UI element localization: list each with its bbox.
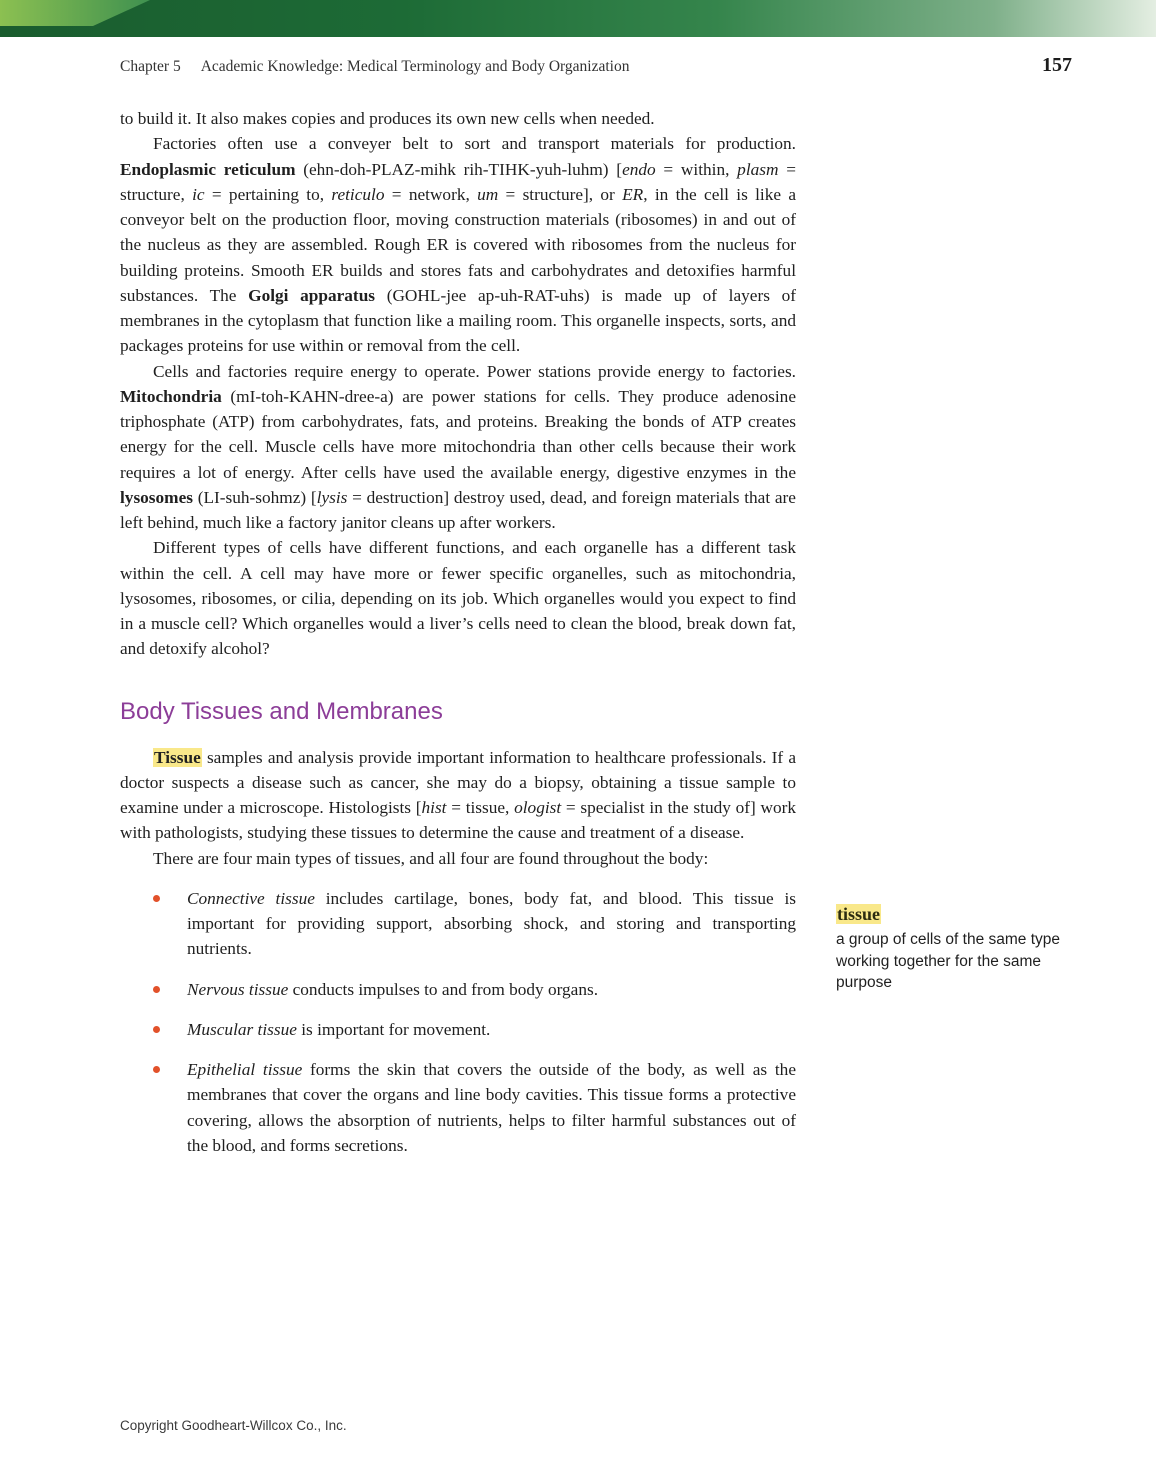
text-run: samples and analysis provide important information to healthcare professionals. If a doctor suspects a disease such as cancer, she may do a biopsy, obtaining a tissue sample to examine under a microscope. Histologists [ bbox=[120, 747, 796, 818]
text-run: , in the cell is like a conveyor belt on the production floor, moving construction materials (ribosomes) in and out of the nucleus as they are assembled. Rough ER is covered with ribosomes from the nucleus for building proteins. Smooth ER builds and stores fats and carbohydrates and detoxifies harmful substances. The bbox=[120, 184, 797, 305]
text-run: conducts impulses to and from body organs. bbox=[288, 979, 599, 999]
copyright-notice: Copyright Goodheart-Willcox Co., Inc. bbox=[120, 1418, 347, 1433]
list-item-text bbox=[187, 977, 796, 1002]
text-run: reticulo bbox=[331, 184, 385, 204]
page-header bbox=[120, 54, 1072, 77]
text-run: endo bbox=[622, 159, 656, 179]
list-item-text bbox=[187, 886, 796, 962]
main-text-column bbox=[120, 106, 796, 1173]
top-banner bbox=[0, 0, 1156, 37]
list-item-text bbox=[187, 1017, 796, 1042]
running-head bbox=[120, 58, 630, 76]
text-run: forms the skin that covers the outside of the body, as well as the membranes that cover the organs and line body cavities. This tissue forms a protective covering, allows the absorption of nutrients, helps to filter harmful substances out of the blood, and forms secretions. bbox=[187, 1060, 796, 1155]
text-run: is important for movement. bbox=[296, 1019, 491, 1039]
list-item bbox=[120, 977, 796, 1002]
bullet-icon bbox=[153, 1026, 160, 1033]
text-run: Tissue bbox=[154, 747, 201, 767]
text-run: includes cartilage, bones, body fat, and blood. This tissue is important for providing support, absorbing shock, and storing and transporting nutrients. bbox=[187, 888, 796, 959]
text-run: ER bbox=[622, 184, 644, 204]
page-number: 157 bbox=[1042, 54, 1072, 76]
text-run: = specialist in the study of] work with pathologists, studying these tissues to determine the cause and treatment of a disease. bbox=[120, 798, 796, 843]
text-run: hist bbox=[421, 798, 447, 818]
text-run: = structure, bbox=[120, 159, 796, 204]
list-item bbox=[120, 886, 796, 962]
text-run: Factories often use a conveyer belt to sort and transport materials for production. bbox=[153, 134, 796, 154]
text-run: plasm bbox=[737, 159, 779, 179]
paragraph bbox=[120, 846, 796, 871]
text-run: um bbox=[477, 184, 499, 204]
list-item-text bbox=[187, 1057, 796, 1158]
text-run: ic bbox=[192, 184, 205, 204]
text-run: Epithelial tissue bbox=[187, 1060, 303, 1080]
text-run: Endoplasmic reticulum bbox=[120, 159, 296, 179]
text-run: (LI-suh-sohmz) [ bbox=[192, 487, 317, 507]
text-run: lysosomes bbox=[120, 487, 193, 507]
chapter-title: Academic Knowledge: Medical Terminology and Body Organization bbox=[200, 58, 630, 75]
list-item bbox=[120, 1057, 796, 1158]
text-run: lysis bbox=[316, 487, 348, 507]
bullet-icon bbox=[153, 895, 160, 902]
text-run: = structure], or bbox=[498, 184, 623, 204]
text-run: Connective tissue bbox=[187, 888, 315, 908]
section-cell-organelles bbox=[120, 106, 796, 662]
bullet-icon bbox=[153, 986, 160, 993]
text-run: There are four main types of tissues, and all four are found throughout the body: bbox=[153, 848, 709, 868]
text-run: (GOHL-jee ap-uh-RAT-uhs) is made up of layers of membranes in the cytoplasm that function like a mailing room. This organelle inspects, sorts, and packages proteins for use within or removal from the cell. bbox=[120, 285, 796, 356]
text-run: = network, bbox=[384, 184, 478, 204]
section-heading: Body Tissues and Membranes bbox=[120, 697, 443, 725]
text-run: = within, bbox=[655, 159, 738, 179]
paragraph bbox=[120, 106, 796, 131]
text-run: ologist bbox=[514, 798, 562, 818]
text-run: Nervous tissue bbox=[187, 979, 289, 999]
chapter-label: Chapter 5 bbox=[120, 58, 181, 75]
text-run: to build it. It also makes copies and produces its own new cells when needed. bbox=[120, 109, 655, 128]
margin-definition bbox=[836, 904, 1076, 994]
tissue-type-list bbox=[120, 886, 796, 1158]
text-run: Golgi apparatus bbox=[248, 285, 376, 305]
definition-term: tissue bbox=[837, 904, 881, 924]
text-run: = destruction] destroy used, dead, and foreign materials that are left behind, much like a factory janitor cleans up after workers. bbox=[120, 487, 796, 532]
banner-accent bbox=[0, 0, 150, 26]
paragraph bbox=[120, 131, 796, 358]
section-body-tissues bbox=[120, 745, 796, 871]
text-run: Different types of cells have different functions, and each organelle has a different task within the cell. A cell may have more or fewer specific organelles, such as mitochondria, lysosomes, ribosomes, or cilia, depending on its job. Which organelles would you expect to find in a muscle cell? Which organelles would a liver’s cells need to clean the blood, break down fat, and detoxify alcohol? bbox=[120, 538, 796, 659]
bullet-icon bbox=[153, 1066, 160, 1073]
text-run: = tissue, bbox=[446, 798, 515, 818]
text-run: (mI-toh-KAHN-dree-a) are power stations for cells. They produce adenosine triphosphate (ATP) from carbohydrates, fats, and proteins. Breaking the bonds of ATP creates energy for the cell. Muscle cells have more mitochondria than other cells because their work requires a lot of energy. After cells have used the available energy, digestive enzymes in the bbox=[120, 386, 796, 482]
paragraph bbox=[120, 745, 796, 846]
text-run: Cells and factories require energy to operate. Power stations provide energy to factories. bbox=[153, 361, 796, 381]
list-item bbox=[120, 1017, 796, 1042]
text-run: = pertaining to, bbox=[204, 184, 332, 204]
paragraph bbox=[120, 359, 796, 536]
text-run: Muscular tissue bbox=[187, 1019, 297, 1039]
paragraph bbox=[120, 535, 796, 661]
text-run: (ehn-doh-PLAZ-mihk rih-TIHK-yuh-luhm) [ bbox=[295, 159, 623, 179]
text-run: Mitochondria bbox=[120, 386, 222, 406]
definition-text: a group of cells of the same type working together for the same purpose bbox=[836, 931, 1061, 992]
